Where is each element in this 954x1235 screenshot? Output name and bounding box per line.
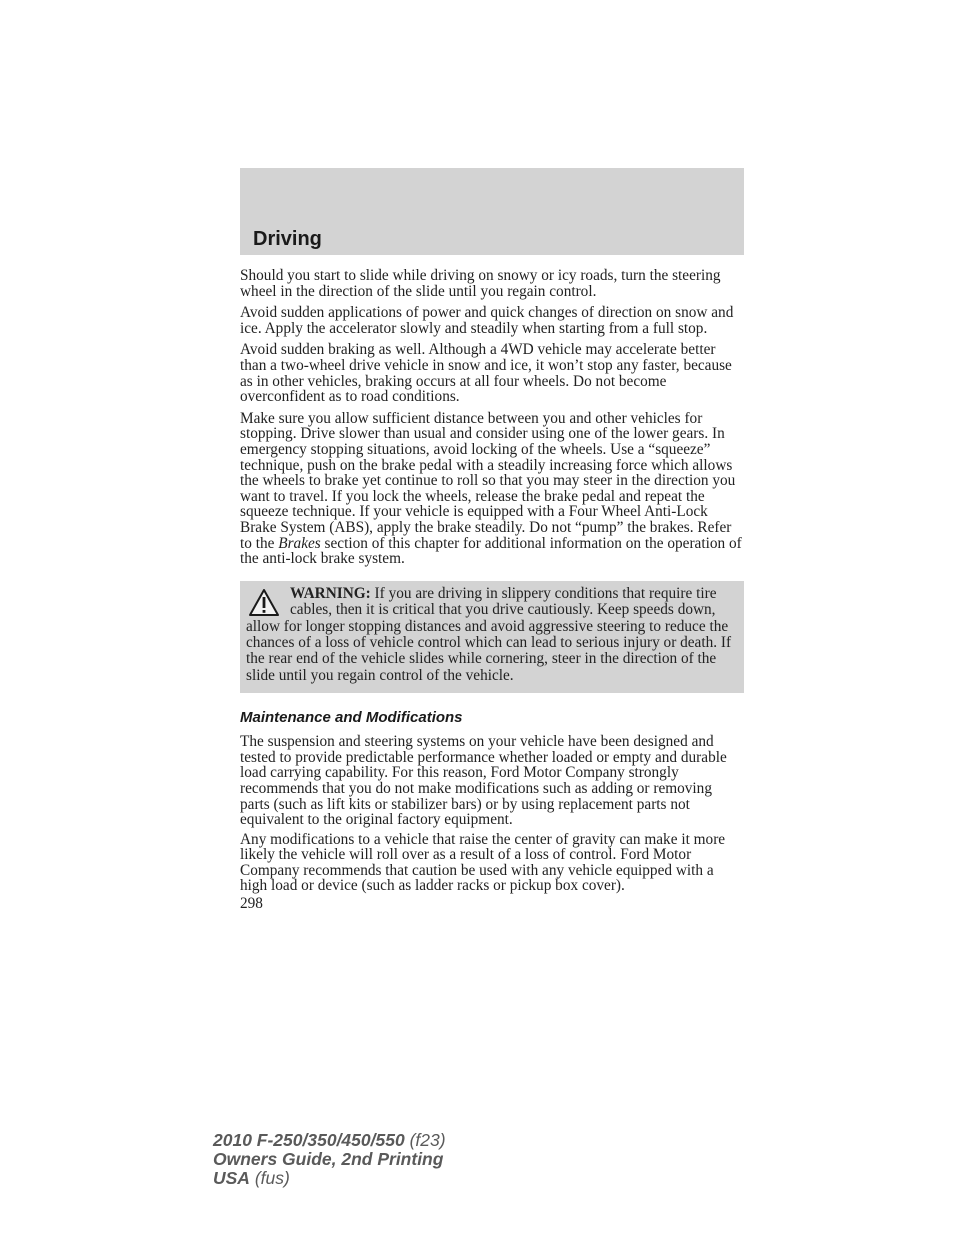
- footer-line-market: [213, 1169, 446, 1188]
- warning-box: [240, 581, 744, 693]
- footer-line-model: [213, 1131, 446, 1150]
- header-band: [240, 168, 744, 255]
- paragraph: Any modifications to a vehicle that raise the center of gravity can make it more likely the vehicle will roll over as a result of a loss of control. Ford Motor Company recommends that caution be used with any vehicle equipped with a high load or device (such as ladder racks or pickup box cover).: [240, 830, 726, 895]
- warning-text: If you are driving in slippery conditions that require tire cables, then it is critical that you drive cautiously. Keep speeds down, allow for longer stopping distances and avoid aggressive steering to reduce the chances of a loss of vehicle control which can lead to serious injury or death. If the rear end of the vehicle slides while cornering, steer in the direction of the slide until you regain control of the vehicle.: [246, 584, 732, 684]
- paragraph: The suspension and steering systems on your vehicle have been designed and tested to provide predictable performance whether loaded or empty and durable load carrying capability. For this reason, Ford Motor Company strongly recommends that you do not make modifications such as adding or removing parts (such as lift kits or stabilizer bars) or by using replacement parts not equivalent to the original factory equipment.: [240, 733, 727, 829]
- footer-market-code: (fus): [249, 1168, 290, 1188]
- footer-model: 2010 F-250/350/450/550: [213, 1130, 405, 1150]
- page-title: Driving: [253, 228, 322, 250]
- warning-label: WARNING:: [290, 584, 371, 602]
- document-footer: [213, 1131, 446, 1188]
- footer-model-code: (f23): [404, 1130, 446, 1150]
- page-content: [240, 268, 744, 912]
- paragraph: Avoid sudden applications of power and quick changes of direction on snow and ice. Apply the accelerator slowly and steadily when starting from a full stop.: [240, 304, 734, 337]
- brakes-reference: Brakes: [278, 534, 321, 552]
- footer-market: USA: [213, 1168, 250, 1188]
- paragraph-text: section of this chapter for additional information on the operation of the anti-lock brake system.: [240, 534, 742, 568]
- section-heading: Maintenance and Modifications: [240, 709, 463, 727]
- footer-line-edition: Owners Guide, 2nd Printing: [213, 1149, 444, 1169]
- paragraph-brakes: [240, 411, 744, 567]
- page-number: 298: [240, 895, 263, 913]
- paragraph: Should you start to slide while driving on snowy or icy roads, turn the steering wheel in the direction of the slide until you regain control.: [240, 267, 721, 300]
- paragraph: Avoid sudden braking as well. Although a 4WD vehicle may accelerate better than a two-wheel drive vehicle in snow and ice, it won’t stop any faster, because as in other vehicles, braking occurs at all four wheels. Do not become overconfident as to road conditions.: [240, 341, 732, 406]
- warning-triangle-icon: [248, 588, 280, 618]
- paragraph-text: Make sure you allow sufficient distance between you and other vehicles for stopping. Drive slower than usual and consider using one of the lower gears. In emergency stopping situations, avoid locking of the wheels. Use a “squeeze” technique, push on the brake pedal with a steadily increasing force which allows the wheels to brake yet continue to roll so that you may steer in the direction you want to travel. If you lock the wheels, release the brake pedal and repeat the squeeze technique. If your vehicle is equipped with a Four Wheel Anti-Lock Brake System (ABS), apply the brake steadily. Do not “pump” the brakes. Refer to the: [240, 409, 736, 552]
